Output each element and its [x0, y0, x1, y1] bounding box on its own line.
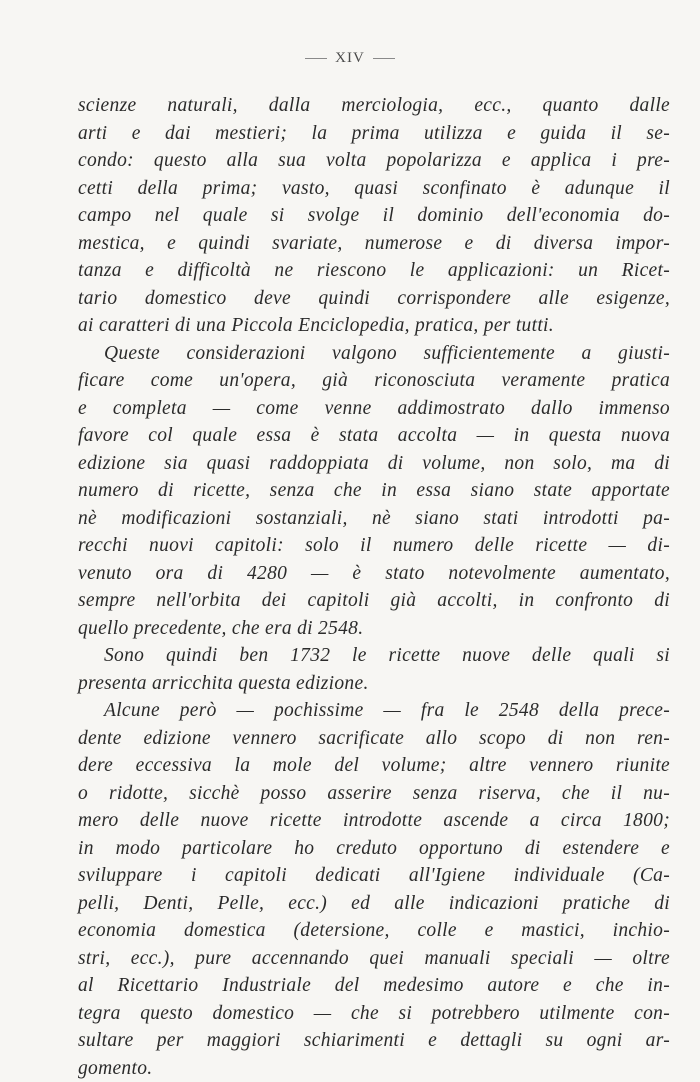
header-dash-right	[373, 58, 395, 59]
page-number-header	[0, 50, 700, 67]
text-line: ai caratteri di una Piccola Enciclopedia, pratica, per tutti.	[78, 312, 670, 340]
text-line: al Ricettario Industriale del medesimo autore e che in-	[78, 972, 670, 1000]
text-line: arti e dai mestieri; la prima utilizza e guida il se-	[78, 120, 670, 148]
text-line: o ridotte, sicchè posso asserire senza riserva, che il nu-	[78, 780, 670, 808]
text-line: economia domestica (detersione, colle e mastici, inchio-	[78, 917, 670, 945]
text-line: scienze naturali, dalla merciologia, ecc., quanto dalle	[78, 92, 670, 120]
header-dash-left	[305, 58, 327, 59]
text-line: sempre nell'orbita dei capitoli già accolti, in confronto di	[78, 587, 670, 615]
text-line: tanza e difficoltà ne riescono le applicazioni: un Ricet-	[78, 257, 670, 285]
text-line: campo nel quale si svolge il dominio dell'economia do-	[78, 202, 670, 230]
text-line: stri, ecc.), pure accennando quei manuali speciali — oltre	[78, 945, 670, 973]
text-line: numero di ricette, senza che in essa siano state apportate	[78, 477, 670, 505]
text-line: sultare per maggiori schiarimenti e dettagli su ogni ar-	[78, 1027, 670, 1055]
text-line: pelli, Denti, Pelle, ecc.) ed alle indicazioni pratiche di	[78, 890, 670, 918]
text-line: favore col quale essa è stata accolta — in questa nuova	[78, 422, 670, 450]
text-line: condo: questo alla sua volta popolarizza e applica i pre-	[78, 147, 670, 175]
body-text	[78, 92, 670, 1082]
text-line: dere eccessiva la mole del volume; altre vennero riunite	[78, 752, 670, 780]
text-line: ficare come un'opera, già riconosciuta veramente pratica	[78, 367, 670, 395]
text-line: mero delle nuove ricette introdotte ascende a circa 1800;	[78, 807, 670, 835]
text-line: e completa — come venne addimostrato dallo immenso	[78, 395, 670, 423]
text-line: Alcune però — pochissime — fra le 2548 della prece-	[78, 697, 670, 725]
text-line: tario domestico deve quindi corrispondere alle esigenze,	[78, 285, 670, 313]
text-line: nè modificazioni sostanziali, nè siano stati introdotti pa-	[78, 505, 670, 533]
text-line: Sono quindi ben 1732 le ricette nuove delle quali si	[78, 642, 670, 670]
text-line: edizione sia quasi raddoppiata di volume, non solo, ma di	[78, 450, 670, 478]
text-line: venuto ora di 4280 — è stato notevolmente aumentato,	[78, 560, 670, 588]
text-line: in modo particolare ho creduto opportuno di estendere e	[78, 835, 670, 863]
text-line: quello precedente, che era di 2548.	[78, 615, 670, 643]
text-line: recchi nuovi capitoli: solo il numero delle ricette — di-	[78, 532, 670, 560]
text-line: cetti della prima; vasto, quasi sconfinato è adunque il	[78, 175, 670, 203]
text-line: Queste considerazioni valgono sufficientemente a giusti-	[78, 340, 670, 368]
text-line: dente edizione vennero sacrificate allo scopo di non ren-	[78, 725, 670, 753]
text-line: gomento.	[78, 1055, 670, 1082]
text-line: tegra questo domestico — che si potrebbero utilmente con-	[78, 1000, 670, 1028]
text-line: sviluppare i capitoli dedicati all'Igiene individuale (Ca-	[78, 862, 670, 890]
text-line: mestica, e quindi svariate, numerose e di diversa impor-	[78, 230, 670, 258]
text-line: presenta arricchita questa edizione.	[78, 670, 670, 698]
page-number: XIV	[335, 50, 365, 66]
